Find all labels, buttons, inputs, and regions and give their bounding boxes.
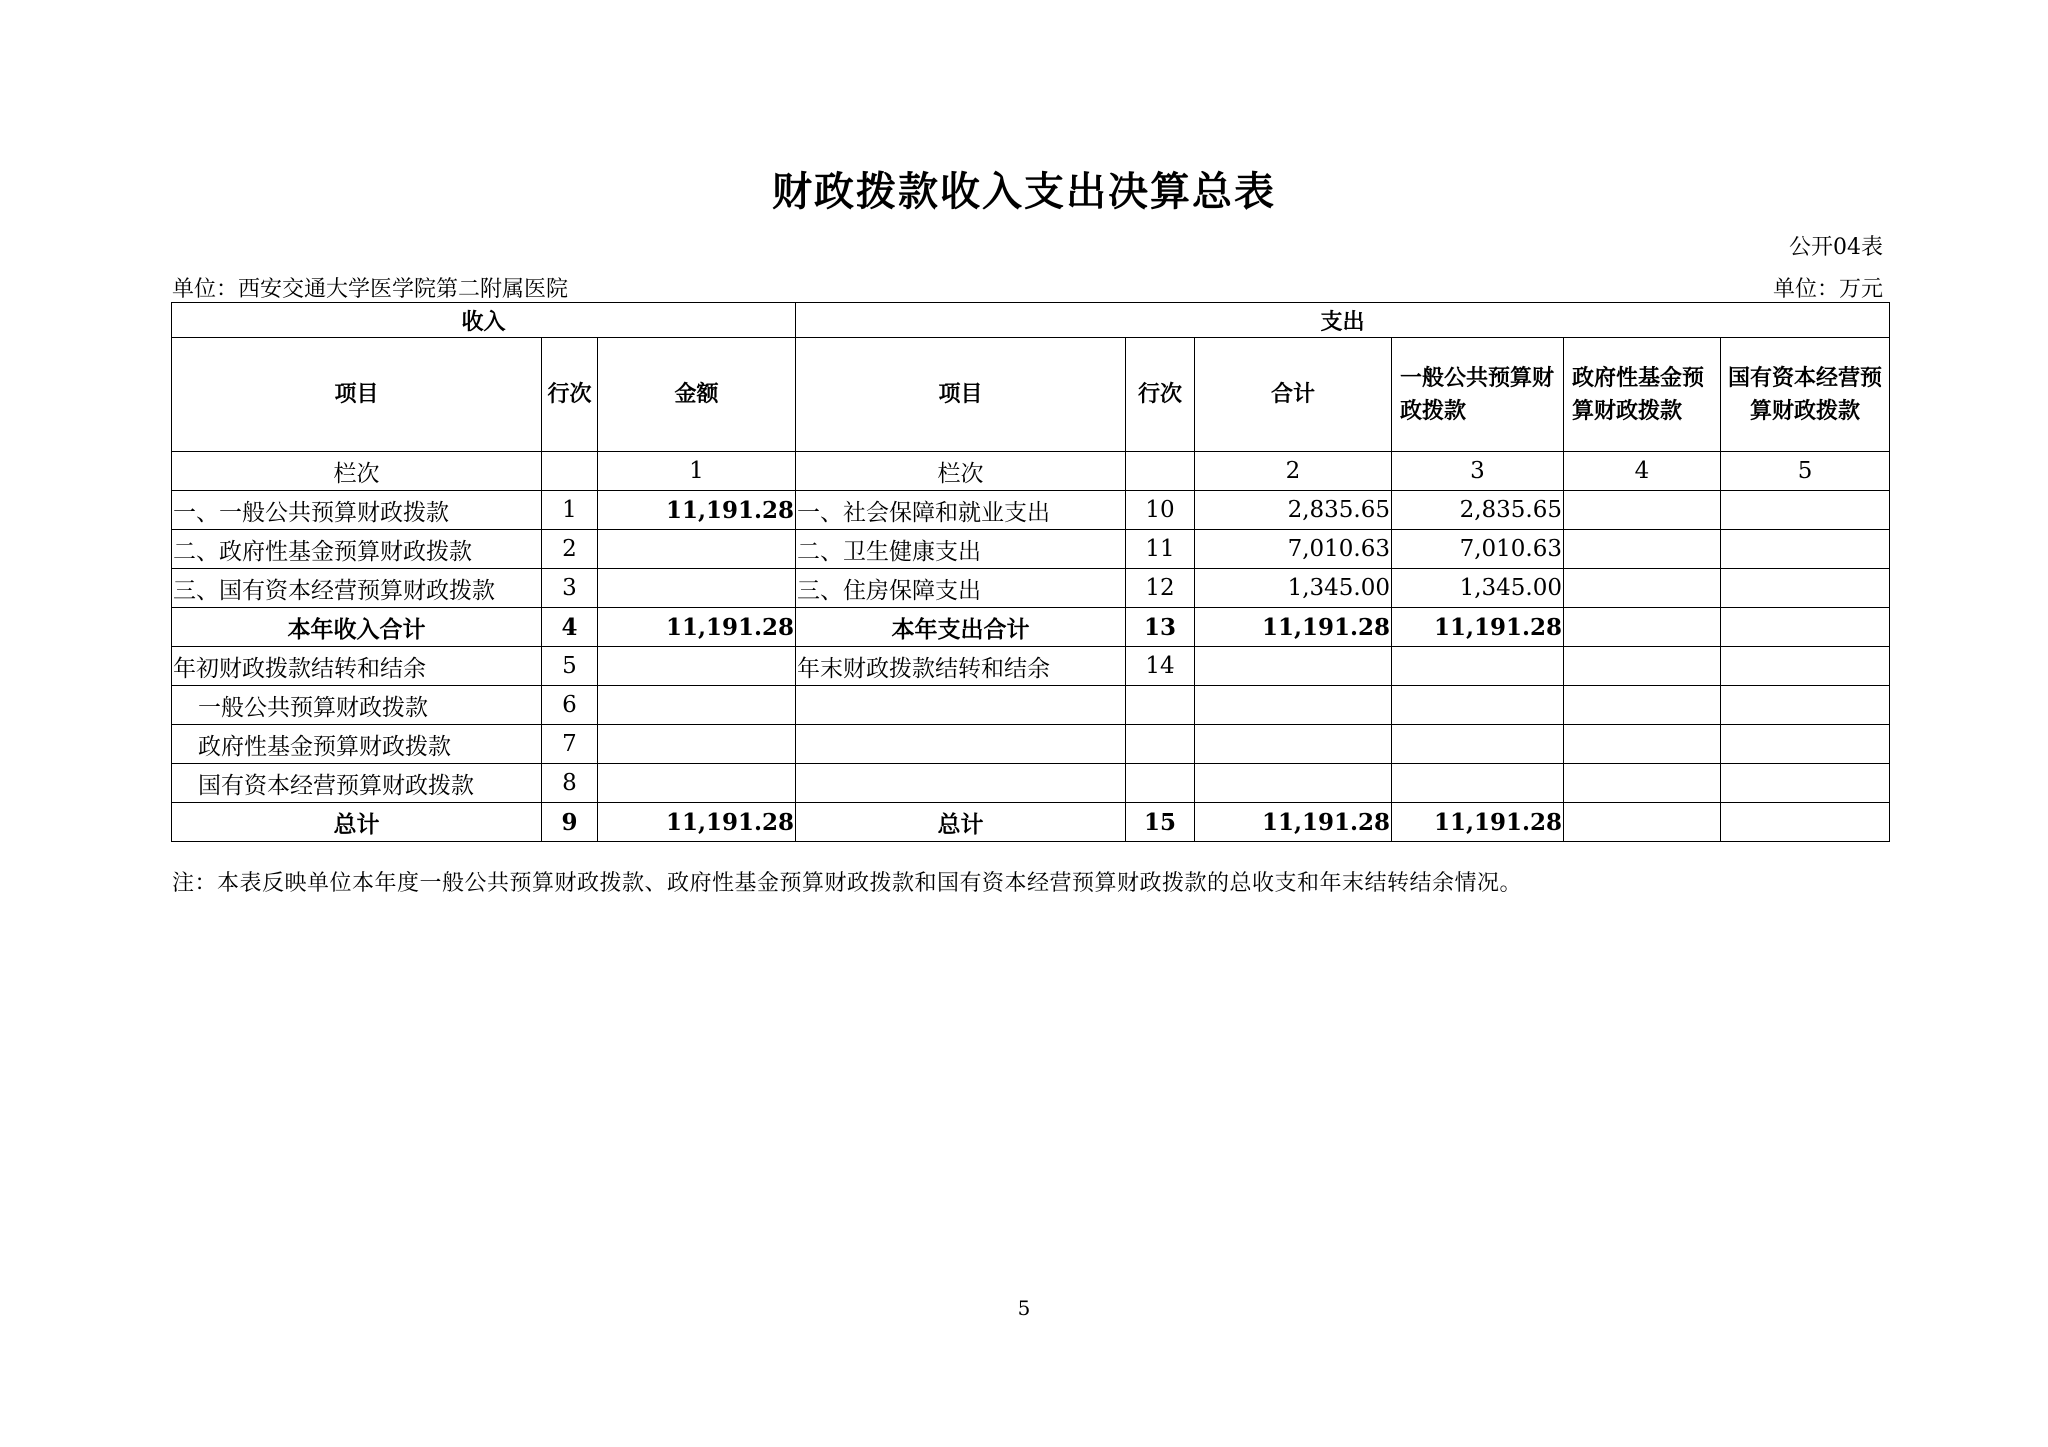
expense-general: 11,191.28 [1392,803,1564,842]
expense-row-no [1126,725,1195,764]
table-row-subtotal [172,608,1890,647]
expense-general [1392,647,1564,686]
income-amount: 11,191.28 [598,491,796,530]
table-row [172,647,1890,686]
expense-item: 三、住房保障支出 [796,569,1126,608]
table-row [172,686,1890,725]
index-gov-fund: 4 [1564,452,1721,491]
expense-total: 1,345.00 [1195,569,1392,608]
currency-unit: 单位：万元 [1772,277,1883,302]
income-amount [598,530,796,569]
income-item: 政府性基金预算财政拨款 [172,725,542,764]
expense-total: 11,191.28 [1195,608,1392,647]
expense-general [1392,764,1564,803]
expense-row-no: 10 [1126,491,1195,530]
header-general-budget: 一般公共预算财政拨款 [1392,338,1564,452]
income-section-header: 收入 [172,303,796,338]
expense-total [1195,725,1392,764]
income-row-no: 9 [542,803,598,842]
table-row-grand-total [172,803,1890,842]
expense-item: 年末财政拨款结转和结余 [796,647,1126,686]
expense-gov-fund [1564,530,1721,569]
income-item: 一、一般公共预算财政拨款 [172,491,542,530]
expense-state-capital [1721,569,1890,608]
expense-state-capital [1721,725,1890,764]
expense-total: 7,010.63 [1195,530,1392,569]
expense-state-capital [1721,764,1890,803]
expense-general [1392,725,1564,764]
page-title: 财政拨款收入支出决算总表 [772,168,1276,215]
section-header-row [172,303,1890,338]
income-amount [598,686,796,725]
expense-total [1195,686,1392,725]
expense-row-no [1126,764,1195,803]
table-row [172,725,1890,764]
expense-total [1195,764,1392,803]
income-row-no: 1 [542,491,598,530]
income-amount [598,725,796,764]
header-income-row: 行次 [542,338,598,452]
expense-gov-fund [1564,725,1721,764]
index-income-amount: 1 [598,452,796,491]
table-footnote: 注：本表反映单位本年度一般公共预算财政拨款、政府性基金预算财政拨款和国有资本经营预算财政拨款的总收支和年末结转结余情况。 [172,871,1523,896]
income-amount: 11,191.28 [598,803,796,842]
index-total: 2 [1195,452,1392,491]
header-state-capital: 国有资本经营预算财政拨款 [1721,338,1890,452]
expense-general: 11,191.28 [1392,608,1564,647]
table-row [172,764,1890,803]
income-row-no: 2 [542,530,598,569]
expense-item [796,764,1126,803]
header-gov-fund: 政府性基金预算财政拨款 [1564,338,1721,452]
form-number: 公开04表 [1789,235,1883,260]
income-amount [598,764,796,803]
index-label-income: 栏次 [172,452,542,491]
income-row-no: 4 [542,608,598,647]
header-expense-item: 项目 [796,338,1126,452]
column-header-row [172,338,1890,452]
expense-item [796,686,1126,725]
header-total: 合计 [1195,338,1392,452]
expense-item: 总计 [796,803,1126,842]
expense-row-no: 13 [1126,608,1195,647]
header-income-amount: 金额 [598,338,796,452]
expense-total: 11,191.28 [1195,803,1392,842]
expense-gov-fund [1564,764,1721,803]
expense-item [796,725,1126,764]
index-label-expense: 栏次 [796,452,1126,491]
income-amount [598,647,796,686]
budget-summary-table [171,302,1890,842]
header-income-item: 项目 [172,338,542,452]
expense-row-no: 11 [1126,530,1195,569]
expense-total [1195,647,1392,686]
index-empty [1126,452,1195,491]
index-state-capital: 5 [1721,452,1890,491]
expense-row-no [1126,686,1195,725]
expense-row-no: 15 [1126,803,1195,842]
header-expense-row: 行次 [1126,338,1195,452]
expense-gov-fund [1564,803,1721,842]
expense-gov-fund [1564,491,1721,530]
income-item: 总计 [172,803,542,842]
expense-gov-fund [1564,686,1721,725]
table-row [172,530,1890,569]
expense-state-capital [1721,803,1890,842]
income-row-no: 6 [542,686,598,725]
expense-state-capital [1721,686,1890,725]
expense-gov-fund [1564,569,1721,608]
index-general: 3 [1392,452,1564,491]
expense-general: 7,010.63 [1392,530,1564,569]
expense-item: 本年支出合计 [796,608,1126,647]
income-item: 三、国有资本经营预算财政拨款 [172,569,542,608]
income-row-no: 8 [542,764,598,803]
income-row-no: 7 [542,725,598,764]
income-item: 一般公共预算财政拨款 [172,686,542,725]
expense-gov-fund [1564,608,1721,647]
income-item: 年初财政拨款结转和结余 [172,647,542,686]
expense-row-no: 14 [1126,647,1195,686]
column-index-row [172,452,1890,491]
table-row [172,569,1890,608]
page-number: 5 [1017,1296,1031,1320]
expense-state-capital [1721,530,1890,569]
expense-item: 一、社会保障和就业支出 [796,491,1126,530]
expense-general [1392,686,1564,725]
expense-total: 2,835.65 [1195,491,1392,530]
expense-item: 二、卫生健康支出 [796,530,1126,569]
index-empty [542,452,598,491]
expense-section-header: 支出 [796,303,1890,338]
income-amount [598,569,796,608]
income-amount: 11,191.28 [598,608,796,647]
income-item: 二、政府性基金预算财政拨款 [172,530,542,569]
reporting-unit: 单位：西安交通大学医学院第二附属医院 [172,277,569,302]
expense-gov-fund [1564,647,1721,686]
expense-row-no: 12 [1126,569,1195,608]
expense-state-capital [1721,491,1890,530]
income-row-no: 5 [542,647,598,686]
income-row-no: 3 [542,569,598,608]
income-item: 国有资本经营预算财政拨款 [172,764,542,803]
income-item: 本年收入合计 [172,608,542,647]
expense-general: 2,835.65 [1392,491,1564,530]
table-row [172,491,1890,530]
expense-general: 1,345.00 [1392,569,1564,608]
expense-state-capital [1721,608,1890,647]
expense-state-capital [1721,647,1890,686]
